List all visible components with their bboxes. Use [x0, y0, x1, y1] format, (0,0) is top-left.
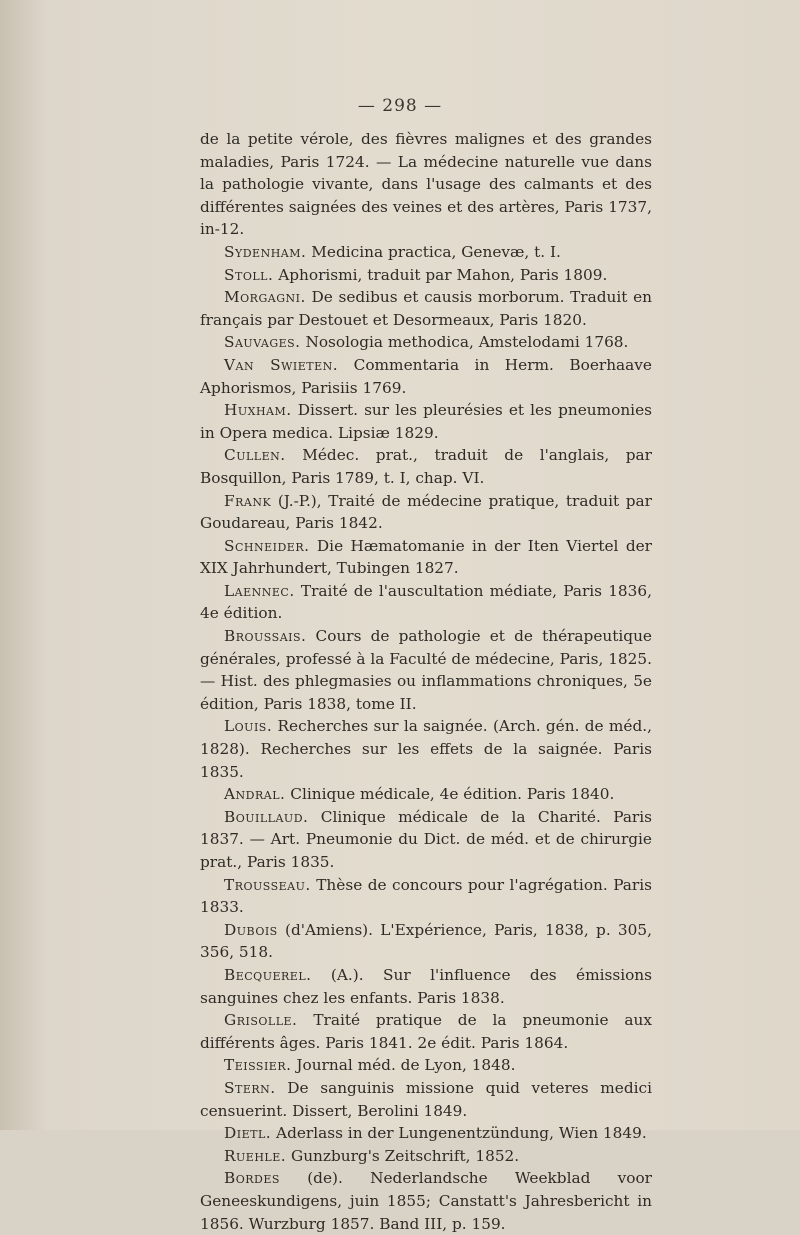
- entry-text: Commentaria in Herm. Boerhaave Aphorismos, Parisiis 1769.: [200, 355, 652, 397]
- author-name: Dietl.: [224, 1124, 272, 1143]
- entry-text: (de). Nederlandsche Weekblad voor Geneeskundigens, juin 1855; Canstatt's Jahresbericht in 1856. Wurzburg 1857. Band III, p. 159.: [200, 1169, 652, 1233]
- author-name: Laennec.: [224, 581, 295, 600]
- bibliography-entry: [200, 399, 652, 444]
- bibliography-entry: [200, 331, 652, 354]
- author-name: Bordes: [224, 1169, 280, 1188]
- author-name: Van Swieten.: [224, 355, 339, 374]
- entry-text: De sanguinis missione quid veteres medici censuerint. Dissert, Berolini 1849.: [200, 1078, 652, 1120]
- author-name: Becquerel.: [224, 965, 312, 984]
- entry-text: Traité pratique de la pneumonie aux différents âges. Paris 1841. 2e édit. Paris 1864.: [200, 1011, 652, 1052]
- bibliography-entry: [200, 354, 652, 399]
- author-name: Stern.: [224, 1078, 276, 1097]
- entry-text: Clinique médicale de la Charité. Paris 1837. — Art. Pneumonie du Dict. de méd. et de chirurgie prat., Paris 1835.: [200, 807, 652, 871]
- bibliography-entry: [200, 874, 652, 919]
- author-name: Trousseau.: [224, 875, 311, 894]
- bibliography-entry: [200, 715, 652, 783]
- bibliography-entry: [200, 1167, 652, 1235]
- author-name: Dubois: [224, 920, 278, 939]
- bibliography-entry: [200, 1054, 652, 1077]
- entry-text: Clinique médicale, 4e édition. Paris 1840.: [290, 785, 615, 804]
- author-name: Sauvages.: [224, 333, 301, 352]
- author-name: Cullen.: [224, 446, 286, 465]
- bibliography-entry: [200, 286, 652, 331]
- bibliography-entry: [200, 806, 652, 874]
- author-name: Louis.: [224, 717, 273, 736]
- bibliography-entry: [200, 1122, 652, 1145]
- page-number: — 298 —: [357, 96, 443, 116]
- entry-text: Cours de pathologie et de thérapeutique générales, professé à la Faculté de médecine, Paris, 1825. — Hist. des phlegmasies ou inflammations chroniques, 5e édition, Paris 1838, tome II.: [200, 627, 652, 713]
- author-name: Schneider.: [224, 536, 310, 555]
- author-name: Morgagni.: [224, 288, 306, 307]
- entry-text: Journal méd. de Lyon, 1848.: [296, 1056, 516, 1075]
- author-name: Ruehle.: [224, 1146, 287, 1165]
- bibliography-entry: [200, 490, 652, 535]
- entry-text: Gunzburg's Zeitschrift, 1852.: [290, 1146, 520, 1165]
- entry-text: (d'Amiens). L'Expérience, Paris, 1838, p. 305, 356, 518.: [200, 920, 652, 962]
- bibliography-entry: [200, 241, 652, 264]
- entry-text: De sedibus et causis morborum. Traduit en français par Destouet et Desormeaux, Paris 1820.: [200, 288, 652, 329]
- bibliography-entry: [200, 964, 652, 1009]
- entry-text: de la petite vérole, des fièvres malignes et des grandes maladies, Paris 1724. — La médecine naturelle vue dans la pathologie vivante, dans l'usage des calmants et des différentes saignées des veines et des artères, Paris 1737, in-12.: [200, 130, 652, 239]
- bibliography-entry: [200, 1077, 652, 1122]
- author-name: Huxham.: [224, 401, 292, 420]
- entry-text: Aphorismi, traduit par Mahon, Paris 1809.: [278, 265, 608, 284]
- entry-text: Nosologia methodica, Amstelodami 1768.: [305, 333, 629, 352]
- bibliography-entry: [200, 444, 652, 489]
- bibliography-entry: [200, 1009, 652, 1054]
- entry-text: Traité de l'auscultation médiate, Paris 1836, 4e édition.: [200, 581, 652, 623]
- author-name: Broussais.: [224, 627, 307, 646]
- bibliography-entry: [200, 625, 652, 715]
- entry-text: Aderlass in der Lungenentzündung, Wien 1849.: [276, 1124, 647, 1143]
- entry-text: (J.-P.), Traité de médecine pratique, traduit par Goudareau, Paris 1842.: [200, 491, 652, 533]
- entry-text: Dissert. sur les pleurésies et les pneumonies in Opera medica. Lipsiæ 1829.: [200, 401, 652, 442]
- bibliography-entry: [200, 535, 652, 580]
- author-name: Andral.: [224, 785, 286, 804]
- author-name: Sydenham.: [224, 242, 307, 261]
- entry-text: Médec. prat., traduit de l'anglais, par Bosquillon, Paris 1789, t. I, chap. VI.: [200, 446, 652, 487]
- bibliography-entry: [200, 580, 652, 625]
- author-name: Teissier.: [224, 1056, 292, 1075]
- bibliography-entry: [200, 1145, 652, 1168]
- entry-text: Thèse de concours pour l'agrégation. Paris 1833.: [200, 875, 652, 917]
- bibliography-entry: [200, 264, 652, 287]
- author-name: Stoll.: [224, 265, 274, 284]
- author-name: Bouillaud.: [224, 807, 309, 826]
- author-name: Frank: [224, 491, 272, 510]
- bibliography-entry: [200, 919, 652, 964]
- entry-text: (A.). Sur l'influence des émissions sanguines chez les enfants. Paris 1838.: [200, 965, 652, 1007]
- bibliography-list: [200, 128, 652, 1235]
- author-name: Grisolle.: [224, 1011, 298, 1030]
- entry-text: Recherches sur la saignée. (Arch. gén. de méd., 1828). Recherches sur les effets de la saignée. Paris 1835.: [200, 717, 652, 781]
- bibliography-entry: [200, 783, 652, 806]
- entry-text: Die Hæmatomanie in der Iten Viertel der XIX Jahrhundert, Tubingen 1827.: [200, 536, 652, 578]
- bibliography-entry: [200, 128, 652, 241]
- entry-text: Medicina practica, Genevæ, t. I.: [311, 242, 561, 261]
